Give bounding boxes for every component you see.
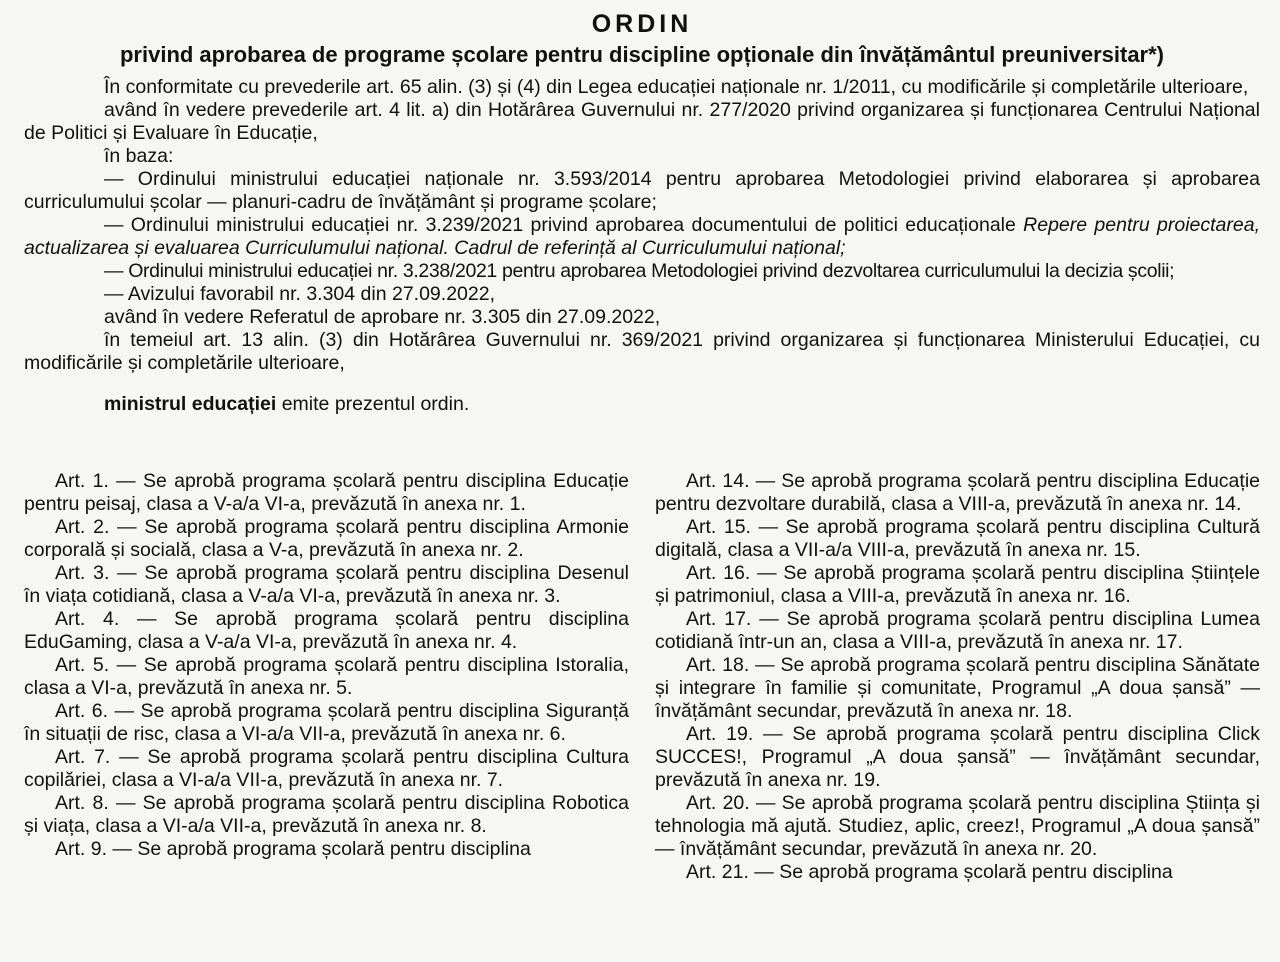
- article: Art. 19. — Se aprobă programa școlară pentru disciplina Click SUCCES!, Programul „A doua șansă” — învățământ secundar, prevăzută în anexa nr. 19.: [655, 723, 1260, 791]
- article: Art. 9. — Se aprobă programa școlară pentru disciplina: [55, 838, 531, 860]
- preamble-paragraph: În conformitate cu prevederile art. 65 alin. (3) și (4) din Legea educației naționale nr. 1/2011, cu modificările și completările ulterioare,: [104, 76, 1249, 98]
- article: Art. 2. — Se aprobă programa școlară pentru disciplina Armonie corporală și socială, clasa a V-a, prevăzută în anexa nr. 2.: [24, 516, 629, 561]
- article: Art. 4. — Se aprobă programa școlară pentru disciplina EduGaming, clasa a V-a/a VI-a, prevăzută în anexa nr. 4.: [24, 608, 629, 653]
- article: Art. 16. — Se aprobă programa școlară pentru disciplina Științele și patrimoniul, clasa a VIII-a, prevăzută în anexa nr. 16.: [655, 562, 1260, 607]
- article: Art. 18. — Se aprobă programa școlară pentru disciplina Sănătate și integrare în familie și comunitate, Programul „A doua șansă” — învățământ secundar, prevăzută în anexa nr. 18.: [655, 654, 1260, 722]
- preamble-paragraph: având în vedere prevederile art. 4 lit. a) din Hotărârea Guvernului nr. 277/2020 privind organizarea și funcționarea Centrului Național de Politici și Evaluare în Educație,: [24, 99, 1260, 144]
- articles-columns: [24, 470, 1260, 884]
- article: Art. 14. — Se aprobă programa școlară pentru disciplina Educație pentru dezvoltare durabilă, clasa a VIII-a, prevăzută în anexa nr. 14.: [655, 470, 1260, 515]
- preamble-italic-text: Repere pentru proiectarea, actualizarea și evaluarea Curriculumului național. Cadrul de referință al Curriculumului național;: [24, 214, 1260, 259]
- articles-column-right: [655, 470, 1260, 884]
- article: Art. 5. — Se aprobă programa școlară pentru disciplina Istoralia, clasa a VI-a, prevăzută în anexa nr. 5.: [24, 654, 629, 699]
- issuer-action: emite prezentul ordin.: [276, 393, 470, 415]
- article: Art. 6. — Se aprobă programa școlară pentru disciplina Siguranță în situații de risc, clasa a VI-a/a VII-a, prevăzută în anexa nr. 6.: [24, 700, 629, 745]
- preamble-paragraph: — Ordinului ministrului educației naționale nr. 3.593/2014 pentru aprobarea Metodologiei privind elaborarea și aprobarea curriculumului școlar — planuri-cadru de învățământ și programe școlare;: [24, 168, 1260, 213]
- preamble-text: — Ordinului ministrului educației nr. 3.239/2021 privind aprobarea documentului de politici educaționale: [104, 214, 1024, 236]
- article: Art. 20. — Se aprobă programa școlară pentru disciplina Știința și tehnologia mă ajută. Studiez, aplic, creez!, Programul „A doua șansă” — învățământ secundar, prevăzută în anexa nr. 20.: [655, 792, 1260, 860]
- preamble-paragraph: [24, 214, 1260, 260]
- document-title: ORDIN: [591, 10, 693, 38]
- preamble-paragraph: în baza:: [104, 145, 174, 167]
- issuer-name: ministrul educației: [104, 393, 277, 415]
- article: Art. 17. — Se aprobă programa școlară pentru disciplina Lumea cotidiană într-un an, clasa a VIII-a, prevăzută în anexa nr. 17.: [655, 608, 1260, 653]
- issuer-statement: [24, 393, 1260, 416]
- article: Art. 8. — Se aprobă programa școlară pentru disciplina Robotica și viața, clasa a VI-a/a VII-a, prevăzută în anexa nr. 8.: [24, 792, 629, 837]
- article: Art. 15. — Se aprobă programa școlară pentru disciplina Cultură digitală, clasa a VII-a/a VIII-a, prevăzută în anexa nr. 15.: [655, 516, 1260, 561]
- article: Art. 7. — Se aprobă programa școlară pentru disciplina Cultura copilăriei, clasa a VI-a/a VII-a, prevăzută în anexa nr. 7.: [24, 746, 629, 791]
- articles-column-left: [24, 470, 629, 884]
- preamble: [24, 76, 1260, 375]
- preamble-paragraph: — Avizului favorabil nr. 3.304 din 27.09.2022,: [104, 283, 495, 305]
- preamble-paragraph: în temeiul art. 13 alin. (3) din Hotărârea Guvernului nr. 369/2021 privind organizarea și funcționarea Ministerului Educației, cu modificările și completările ulterioare,: [24, 329, 1260, 374]
- document-page: [24, 8, 1260, 883]
- preamble-paragraph: — Ordinului ministrului educației nr. 3.238/2021 pentru aprobarea Metodologiei privind dezvoltarea curriculumului la decizia școlii;: [104, 260, 1175, 282]
- preamble-paragraph: având în vedere Referatul de aprobare nr. 3.305 din 27.09.2022,: [104, 306, 661, 328]
- document-subtitle: privind aprobarea de programe școlare pentru discipline opționale din învățământul preuniversitar*): [119, 42, 1165, 67]
- article: Art. 1. — Se aprobă programa școlară pentru disciplina Educație pentru peisaj, clasa a V-a/a VI-a, prevăzută în anexa nr. 1.: [24, 470, 629, 515]
- article: Art. 3. — Se aprobă programa școlară pentru disciplina Desenul în viața cotidiană, clasa a V-a/a VI-a, prevăzută în anexa nr. 3.: [24, 562, 629, 607]
- article: Art. 21. — Se aprobă programa școlară pentru disciplina: [686, 861, 1173, 883]
